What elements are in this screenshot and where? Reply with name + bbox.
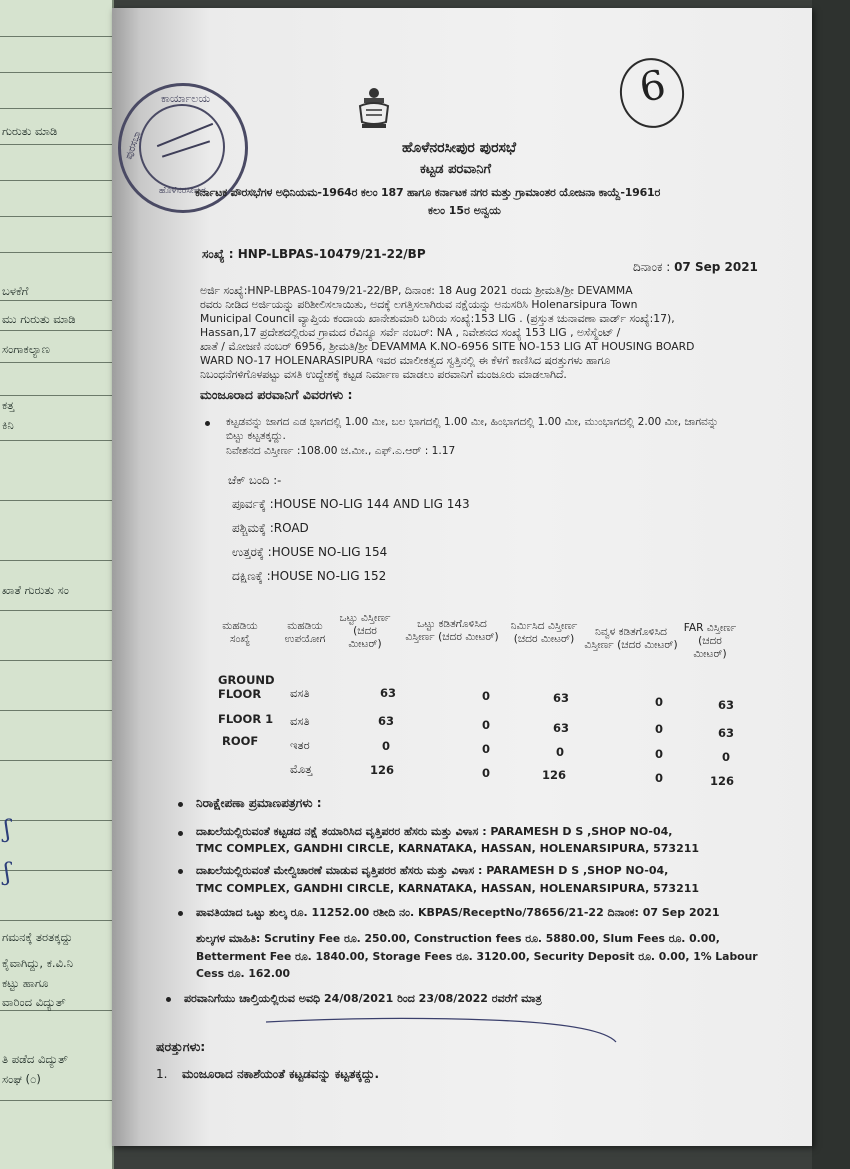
fees-line: Cess ರೂ. 162.00 [196, 967, 290, 980]
ruled-line [0, 216, 112, 217]
register-text: ಸಂಘ (೦) [2, 1072, 41, 1086]
register-text: ಗುರುತು ಮಾಡಿ [2, 124, 58, 138]
bullet-icon [178, 802, 183, 807]
register-text: ಕೈವಾಗಿದ್ದು, ಕ.ವಿ.ನಿ [2, 956, 74, 970]
designer-line: TMC COMPLEX, GANDHI CIRCLE, KARNATAKA, HASSAN, HOLENARSIPURA, 573211 [196, 842, 700, 855]
table-cell: ವಸತಿ [290, 686, 310, 700]
table-cell: 63 [380, 686, 397, 700]
left-register-page [0, 0, 114, 1169]
table-cell: 0 [655, 747, 664, 761]
table-cell: ಇತರ [290, 738, 310, 752]
table-cell: 0 [722, 750, 731, 764]
details-heading: ಮಂಜೂರಾದ ಪರವಾನಿಗೆ ವಿವರಗಳು : [200, 387, 353, 402]
page-number: 6 [636, 61, 670, 112]
condition-text: ಮಂಜೂರಾದ ನಕಾಶೆಯಂತೆ ಕಟ್ಟಡವನ್ನು ಕಟ್ಟತಕ್ಕದ್ದು. [182, 1067, 380, 1081]
register-text: ಕಿನಿ [2, 418, 14, 432]
fees-line: ಶುಲ್ಕಗಳ ಮಾಹಿತಿ: Scrutiny Fee ರೂ. 250.00, Construction fees ರೂ. 5880.00, Slum Fees ರೂ. 0.00, [196, 932, 720, 945]
ruled-line [0, 870, 112, 871]
register-text: ಕತ್ತ [2, 398, 15, 412]
table-cell: 126 [542, 768, 567, 782]
bullet-icon [166, 997, 171, 1002]
bullet-icon [205, 421, 210, 426]
boundaries-label: ಚೆಕ್ ಬಂದಿ :- [228, 473, 282, 487]
ruled-line [0, 560, 112, 561]
intro-line: WARD NO-17 HOLENARASIPURA ಇವರ ಮಾಲೀಕತ್ವದ ಸ್ವತ್ತಿನಲ್ಲಿ ಈ ಕೆಳಗೆ ಕಾಣಿಸಿದ ಷರತ್ತುಗಳು ಹಾಗೂ [200, 354, 611, 367]
register-text: ವಾರಿಂದ ವಿದ್ಯುತ್ [2, 995, 66, 1009]
ref-number: HNP-LBPAS-10479/21-22/BP [237, 247, 426, 261]
table-cell: ವಸತಿ [290, 714, 310, 728]
table-cell: 0 [482, 742, 491, 756]
ruled-line [0, 1100, 112, 1101]
table-header: ನಿರ್ಮಿಸಿದ ವಿಸ್ತೀರ್ಣ (ಚದರ ಮೀಟರ್) [510, 620, 578, 645]
intro-line: Hassan,17 ಪ್ರದೇಶದಲ್ಲಿರುವ ಗ್ರಾಮದ ರೆವಿನ್ಯೂ ಸರ್ವೆ ನಂಬರ್: NA , ನಿವೇಶನದ ಸಂಖ್ಯೆ 153 LIG , ಅಸೆಸ್ಮೆಂಟ್ / [200, 326, 621, 339]
supervisor-line: TMC COMPLEX, GANDHI CIRCLE, KARNATAKA, HASSAN, HOLENARSIPURA, 573211 [196, 882, 700, 895]
ruled-line [0, 760, 112, 761]
register-text: ಕಟ್ಟು ಹಾಗೂ [2, 976, 49, 990]
supervisor-line: ದಾಖಲೆಯಲ್ಲಿರುವಂತೆ ಮೇಲ್ವಿಚಾರಣೆ ಮಾಡುವ ವೃತ್ತಿಪರರ ಹೆಸರು ಮತ್ತು ವಿಳಾಸ : PARAMESH D S ,SHOP NO-04, [196, 864, 669, 877]
table-cell: 0 [655, 695, 664, 709]
table-cell: 63 [553, 691, 570, 705]
ruled-line [0, 36, 112, 37]
handwritten-mark: ʃ [4, 858, 11, 886]
ruled-line [0, 500, 112, 501]
designer-line: ದಾಖಲೆಯಲ್ಲಿರುವಂತೆ ಕಟ್ಟಡದ ನಕ್ಷೆ ತಯಾರಿಸಿದ ವೃತ್ತಿಪರರ ಹೆಸರು ಮತ್ತು ವಿಳಾಸ : PARAMESH D S ,SHOP NO-04, [196, 825, 673, 838]
org-title: ಹೊಳೆನರಸೀಪುರ ಪುರಸಭೆ [402, 140, 517, 156]
site-area: ನಿವೇಶನದ ವಿಸ್ತೀರ್ಣ :108.00 ಚ.ಮೀ., ಎಫ್.ಎ.ಆರ್ : 1.17 [226, 445, 456, 457]
register-text: ಮು ಗುರುತು ಮಾಡಿ [2, 312, 76, 326]
ruled-line [0, 1010, 112, 1011]
ruled-line [0, 144, 112, 145]
boundary-label: ದಕ್ಷಿಣಕ್ಕೆ : [232, 569, 271, 583]
seal-bottom-text: ಹೊಳೆನರಸೀಪುರ [159, 186, 206, 196]
table-cell: 63 [718, 726, 735, 740]
table-cell: FLOOR 1 [218, 712, 274, 726]
register-text: ತಿ ಪಡೆದ ವಿದ್ಯುತ್ [2, 1052, 68, 1066]
table-cell: 63 [553, 721, 570, 735]
intro-line: ಖಾತೆ / ಮೋಜಣಿ ನಂಬರ್ 6956, ಶ್ರೀಮತಿ/ಶ್ರೀ DEVAMMA K.NO-6956 SITE NO-153 LIG AT HOUSING BOARD [200, 340, 695, 353]
table-cell: 0 [482, 766, 491, 780]
intro-line: ರವರು ನೀಡಿದ ಅರ್ಜಿಯನ್ನು ಪರಿಶೀಲಿಸಲಾಯಿತು, ಅದಕ್ಕೆ ಲಗತ್ತಿಸಲಾಗಿರುವ ನಕ್ಷೆಯನ್ನು ಅನುಸರಿಸಿ Holenarsipura Town [200, 298, 638, 311]
state-emblem-icon [354, 86, 394, 130]
table-header: ಮಹಡಿಯ ಉಪಯೋಗ [284, 620, 326, 645]
conditions-heading: ಷರತ್ತುಗಳು: [156, 1039, 206, 1054]
ruled-line [0, 710, 112, 711]
table-cell: 0 [482, 689, 491, 703]
background-strip [812, 0, 850, 1169]
table-cell: 0 [556, 745, 565, 759]
table-cell: 0 [655, 722, 664, 736]
ruled-line [0, 108, 112, 109]
bullet-icon [178, 911, 183, 916]
boundary-label: ಪಶ್ಚಿಮಕ್ಕೆ : [232, 521, 274, 535]
ruled-line [0, 330, 112, 331]
register-text: ಖಾತೆ ಗುರುತು ಸಂ [2, 583, 69, 597]
intro-line: Municipal Council ವ್ಯಾಪ್ತಿಯ ಕಂದಾಯ ಖಾನೇಶುಮಾರಿ ಬರಿಯ ಸಂಖ್ಯೆ:153 LIG . (ಪ್ರಸ್ತುತ ಚುನಾವಣಾ ವಾರ್ಡ್ ಸಂಖ್ಯೆ:17), [200, 312, 675, 325]
ruled-line [0, 660, 112, 661]
ref-date-label: ದಿನಾಂಕ : [633, 260, 671, 274]
table-cell: 63 [378, 714, 395, 728]
boundary-value: HOUSE NO-LIG 152 [270, 569, 387, 583]
ruled-line [0, 920, 112, 921]
bullet-icon [178, 869, 183, 874]
ref-number-label: ಸಂಖ್ಯೆ : [202, 247, 234, 261]
fees-line: Betterment Fee ರೂ. 1840.00, Storage Fees ರೂ. 3120.00, Security Deposit ರೂ. 0.00, 1% Labour [196, 950, 758, 963]
ruled-line [0, 610, 112, 611]
setback-line: ಕಟ್ಟಡವನ್ನು ಜಾಗದ ಎಡ ಭಾಗದಲ್ಲಿ 1.00 ಮೀ, ಬಲ ಭಾಗದಲ್ಲಿ 1.00 ಮೀ, ಹಿಂಭಾಗದಲ್ಲಿ 1.00 ಮೀ, ಮುಂಭಾಗದಲ್ಲಿ 2.00 ಮೀ, ಜಾಗವನ್ನು [226, 416, 719, 428]
register-text: ಸಂಗಾಕಲ್ಯಾಣ [2, 342, 50, 356]
ruled-line [0, 180, 112, 181]
seal-top-text: ಕಾರ್ಯಾಲಯ [161, 92, 211, 105]
validity-line: ಪರವಾನಿಗೆಯು ಚಾಲ್ತಿಯಲ್ಲಿರುವ ಅವಧಿ 24/08/2021 ರಿಂದ 23/08/2022 ರವರೆಗೆ ಮಾತ್ರ [184, 992, 542, 1005]
payment-line: ಪಾವತಿಯಾದ ಒಟ್ಟು ಶುಲ್ಕ ರೂ. 11252.00 ರಶೀದಿ ನಂ. KBPAS/ReceptNo/78656/21-22 ದಿನಾಂಕ: 07 Sep 2021 [196, 906, 720, 919]
intro-line: ನಿಬಂಧನೆಗಳಿಗೊಳಪಟ್ಟು ವಸತಿ ಉದ್ದೇಶಕ್ಕೆ ಕಟ್ಟಡ ನಿರ್ಮಾಣ ಮಾಡಲು ಪರವಾನಿಗೆ ಮಂಜೂರು ಮಾಡಲಾಗಿದೆ. [200, 368, 567, 381]
table-cell: ROOF [222, 734, 259, 748]
bullet-icon [178, 831, 183, 836]
pen-underline [260, 1012, 620, 1048]
ruled-line [0, 820, 112, 821]
ruled-line [0, 440, 112, 441]
table-cell: 126 [370, 763, 395, 777]
ruled-line [0, 395, 112, 396]
table-cell: GROUND FLOOR [218, 673, 275, 701]
condition-number: 1. [156, 1067, 168, 1081]
permit-subtitle: ಕಟ್ಟಡ ಪರವಾನಿಗೆ [420, 162, 492, 177]
register-text: ಬಳಕೆಗೆ [2, 284, 29, 298]
ruled-line [0, 300, 112, 301]
table-header: ಮಹಡಿಯ ಸಂಖ್ಯೆ [222, 620, 258, 645]
table-cell: ಮೊತ್ತ [290, 762, 313, 776]
register-text: ಗಮನಕ್ಕೆ ತರತಕ್ಕದ್ದು [2, 930, 73, 944]
ruled-line [0, 72, 112, 73]
intro-line: ಅರ್ಜಿ ಸಂಖ್ಯೆ:HNP-LBPAS-10479/21-22/BP, ದಿನಾಂಕ: 18 Aug 2021 ರಂದು ಶ್ರೀಮತಿ/ಶ್ರೀ DEVAMMA [200, 284, 633, 297]
handwritten-mark: ʃ [4, 815, 11, 843]
table-header: ಒಟ್ಟು ಕಡಿತಗೊಳಿಸಿದ ವಿಸ್ತೀರ್ಣ (ಚದರ ಮೀಟರ್) [405, 618, 499, 643]
boundary-value: HOUSE NO-LIG 144 AND LIG 143 [273, 497, 470, 511]
boundary-label: ಪೂರ್ವಕ್ಕೆ : [232, 497, 274, 511]
table-header: FAR ವಿಸ್ತೀರ್ಣ (ಚದರ ಮೀಟರ್) [683, 622, 737, 660]
seal-left-text: ಪುರಸಭಾ [123, 129, 144, 162]
act-line-2: ಕಲಂ 15ರ ಅನ್ವಯ [428, 204, 501, 217]
table-cell: 63 [718, 698, 735, 712]
ruled-line [0, 362, 112, 363]
table-cell: 126 [710, 774, 735, 788]
table-cell: 0 [482, 718, 491, 732]
seal-inner-ring [139, 104, 225, 190]
setback-line: ಬಿಟ್ಟು ಕಟ್ಟತಕ್ಕದ್ದು. [226, 430, 286, 442]
table-header: ನಿವ್ವಳ ಕಡಿತಗೊಳಿಸಿದ ವಿಸ್ತೀರ್ಣ (ಚದರ ಮೀಟರ್) [584, 626, 678, 651]
ref-date: 07 Sep 2021 [674, 260, 758, 274]
boundary-value: HOUSE NO-LIG 154 [271, 545, 388, 559]
attachments-heading: ನಿರಾಕ್ಷೇಪಣಾ ಪ್ರಮಾಣಪತ್ರಗಳು : [196, 796, 322, 810]
table-cell: 0 [382, 739, 391, 753]
boundary-label: ಉತ್ತರಕ್ಕೆ : [232, 545, 272, 559]
act-line-1: ಕರ್ನಾಟಕ ಪೌರಸಭೆಗಳ ಅಧಿನಿಯಮ-1964ರ ಕಲಂ 187 ಹಾಗೂ ಕರ್ನಾಟಕ ನಗರ ಮತ್ತು ಗ್ರಾಮಾಂತರ ಯೋಜನಾ ಕಾಯ್ದೆ-1961ರ [195, 186, 661, 199]
table-cell: 0 [655, 771, 664, 785]
boundary-value: ROAD [273, 521, 309, 535]
table-header: ಒಟ್ಟು ವಿಸ್ತೀರ್ಣ (ಚದರ ಮೀಟರ್) [339, 612, 391, 650]
ruled-line [0, 252, 112, 253]
